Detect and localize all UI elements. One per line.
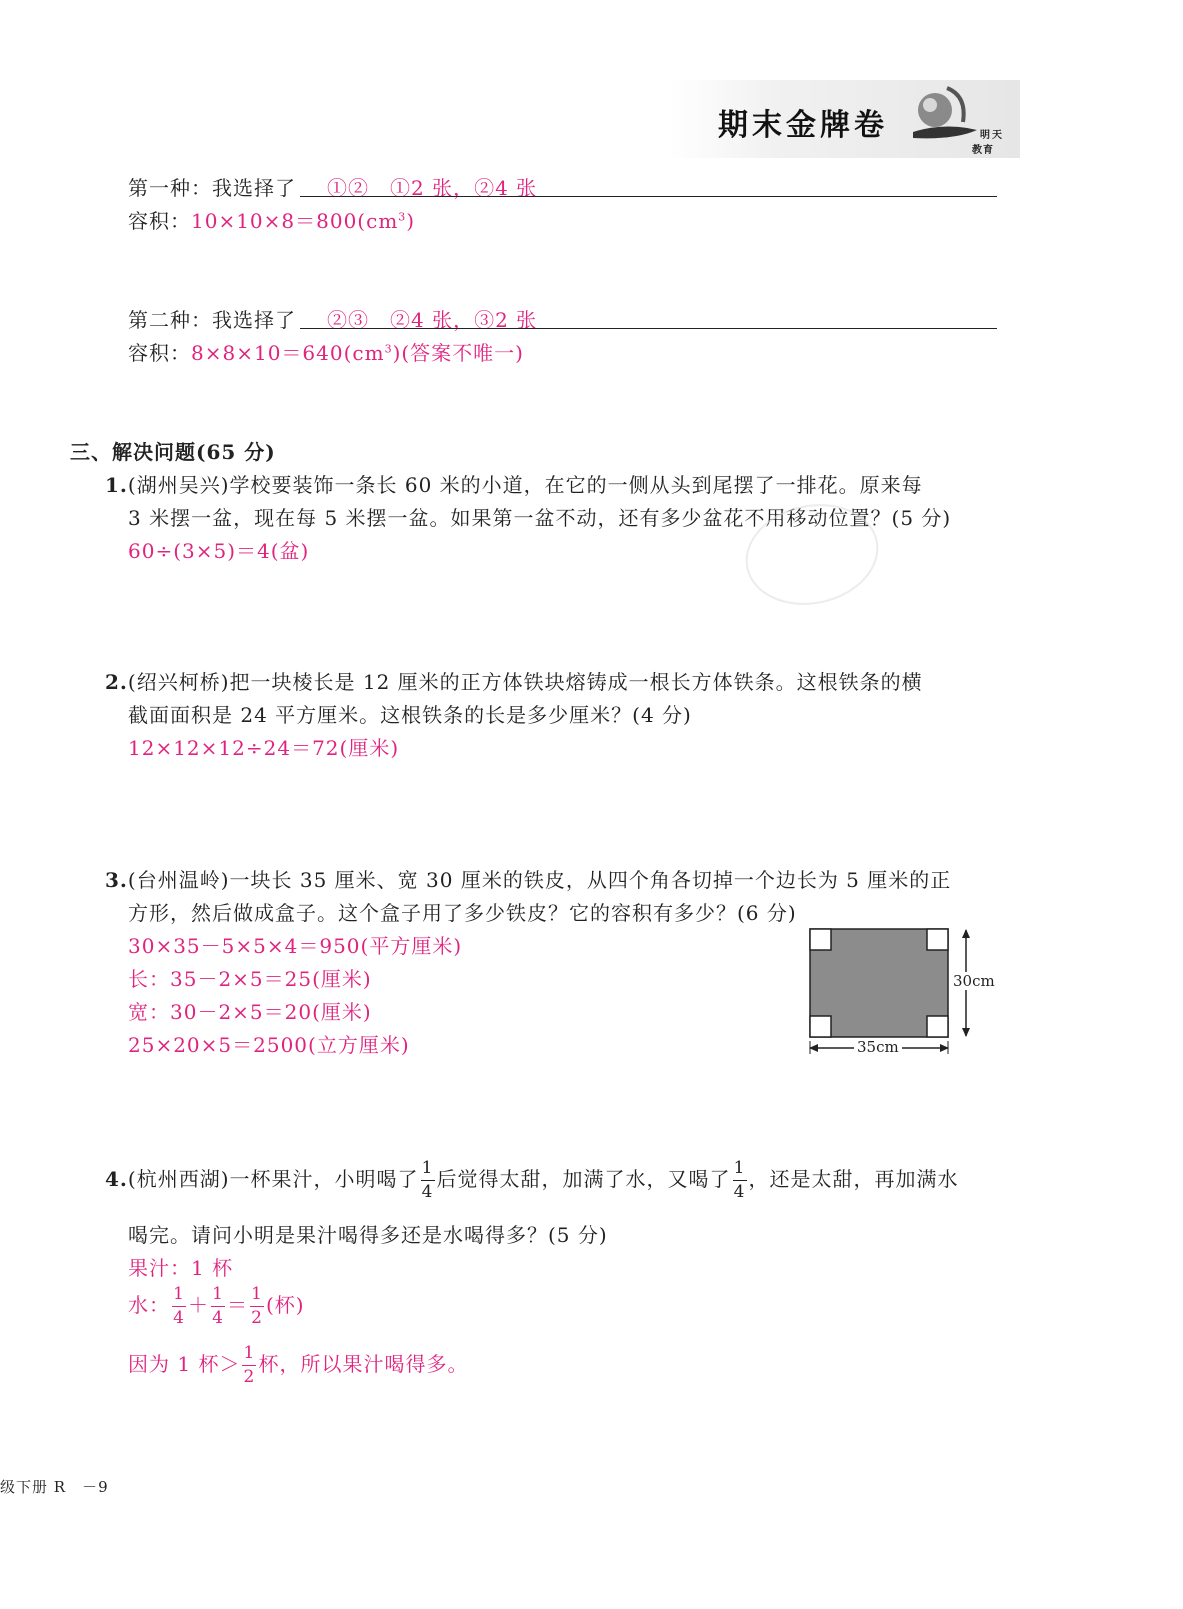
q2-answer: 12×12×12÷24＝72(厘米) — [128, 736, 400, 760]
figure-height-label: 30cm — [953, 972, 995, 990]
q2-line1 — [105, 666, 923, 695]
option2-underline — [300, 328, 997, 329]
option1-volume — [128, 205, 415, 234]
fraction-half: $\frac{1}{2}$ — [243, 1343, 256, 1387]
q2-text1: (绍兴柯桥)把一块棱长是 12 厘米的正方体铁块熔铸成一根长方体铁条。这根铁条的横 — [127, 670, 923, 694]
fraction-quarter: $\frac{1}{4}$ — [173, 1284, 185, 1328]
q3-figure — [806, 926, 998, 1056]
q4-answer-1: 果汁：1 杯 — [128, 1256, 234, 1280]
q1-line2: 3 米摆一盆，现在每 5 米摆一盆。如果第一盆不动，还有多少盆花不用移动位置？(5 分) — [128, 506, 952, 530]
fraction-quarter: $\frac{1}{4}$ — [733, 1158, 746, 1202]
q2-number: 2. — [105, 670, 128, 694]
option1-volume-value: $10\times 10\times 8=800(cm^3)$ — [191, 209, 416, 233]
q4-text1b: 后觉得太甜，加满了水，又喝了 — [436, 1167, 731, 1191]
option1-answer: ①② ①2 张，②4 张 — [327, 176, 538, 200]
q4-line1 — [105, 1160, 959, 1201]
header-title: 期末金牌卷 — [718, 108, 888, 143]
q1-line1 — [105, 469, 923, 498]
q4-line2: 喝完。请问小明是果汁喝得多还是水喝得多？(5 分) — [128, 1223, 608, 1247]
q3-number: 3. — [105, 868, 128, 892]
q3-answer-2: 长：35－2×5＝25(厘米) — [128, 967, 372, 991]
fraction-half: $\frac{1}{2}$ — [251, 1284, 263, 1328]
page-footer: 级下册 R －9 — [0, 1478, 109, 1496]
q4-number: 4. — [105, 1167, 128, 1191]
brand-line2: 教育 — [972, 145, 994, 156]
option1-underline — [300, 196, 997, 197]
q3-answer-4: 25×20×5＝2500(立方厘米) — [128, 1033, 410, 1057]
fraction-quarter: $\frac{1}{4}$ — [212, 1284, 224, 1328]
option2-volume — [128, 337, 524, 366]
brand-line1: 明天 — [980, 130, 1004, 141]
option1-label: 第一种：我选择了 — [128, 176, 296, 200]
q4-answer-2: 水： $\frac{1}{4}$ ＋ $\frac{1}{4}$ ＝ $\frac{1}{2}$ (杯) — [128, 1284, 305, 1328]
q3-answer-1: 30×35－5×5×4＝950(平方厘米) — [128, 934, 463, 958]
option2-volume-value: $8\times 8\times 10=640(cm^3)$(答案不唯一) — [191, 341, 524, 365]
fraction-quarter: $\frac{1}{4}$ — [421, 1158, 434, 1202]
sheet-diagram — [806, 926, 998, 1056]
option2-volume-label: 容积： — [128, 341, 191, 365]
q4-text1c: ，还是太甜，再加满水 — [748, 1167, 959, 1191]
option2-answer: ②③ ②4 张，③2 张 — [327, 308, 538, 332]
figure-width-label: 35cm — [854, 1038, 902, 1056]
option2-label: 第二种：我选择了 — [128, 308, 296, 332]
q3-line2: 方形，然后做成盒子。这个盒子用了多少铁皮？它的容积有多少？(6 分) — [128, 901, 797, 925]
q1-answer: 60÷(3×5)＝4(盆) — [128, 539, 310, 563]
q4-answer-3: 因为 1 杯＞ $\frac{1}{2}$ 杯，所以果汁喝得多。 — [128, 1343, 469, 1387]
q4-text1a: (杭州西湖)一杯果汁，小明喝了 — [127, 1167, 419, 1191]
section3-heading: 三、解决问题(65 分) — [70, 440, 276, 464]
q3-text1: (台州温岭)一块长 35 厘米、宽 30 厘米的铁皮，从四个角各切掉一个边长为 5 厘米的正 — [127, 868, 952, 892]
q3-answer-3: 宽：30－2×5＝20(厘米) — [128, 1000, 372, 1024]
q1-number: 1. — [105, 473, 128, 497]
option1-volume-label: 容积： — [128, 209, 191, 233]
q3-line1 — [105, 864, 951, 893]
q1-text1: (湖州吴兴)学校要装饰一条长 60 米的小道，在它的一侧从头到尾摆了一排花。原来每 — [127, 473, 923, 497]
q2-line2: 截面面积是 24 平方厘米。这根铁条的长是多少厘米？(4 分) — [128, 703, 692, 727]
